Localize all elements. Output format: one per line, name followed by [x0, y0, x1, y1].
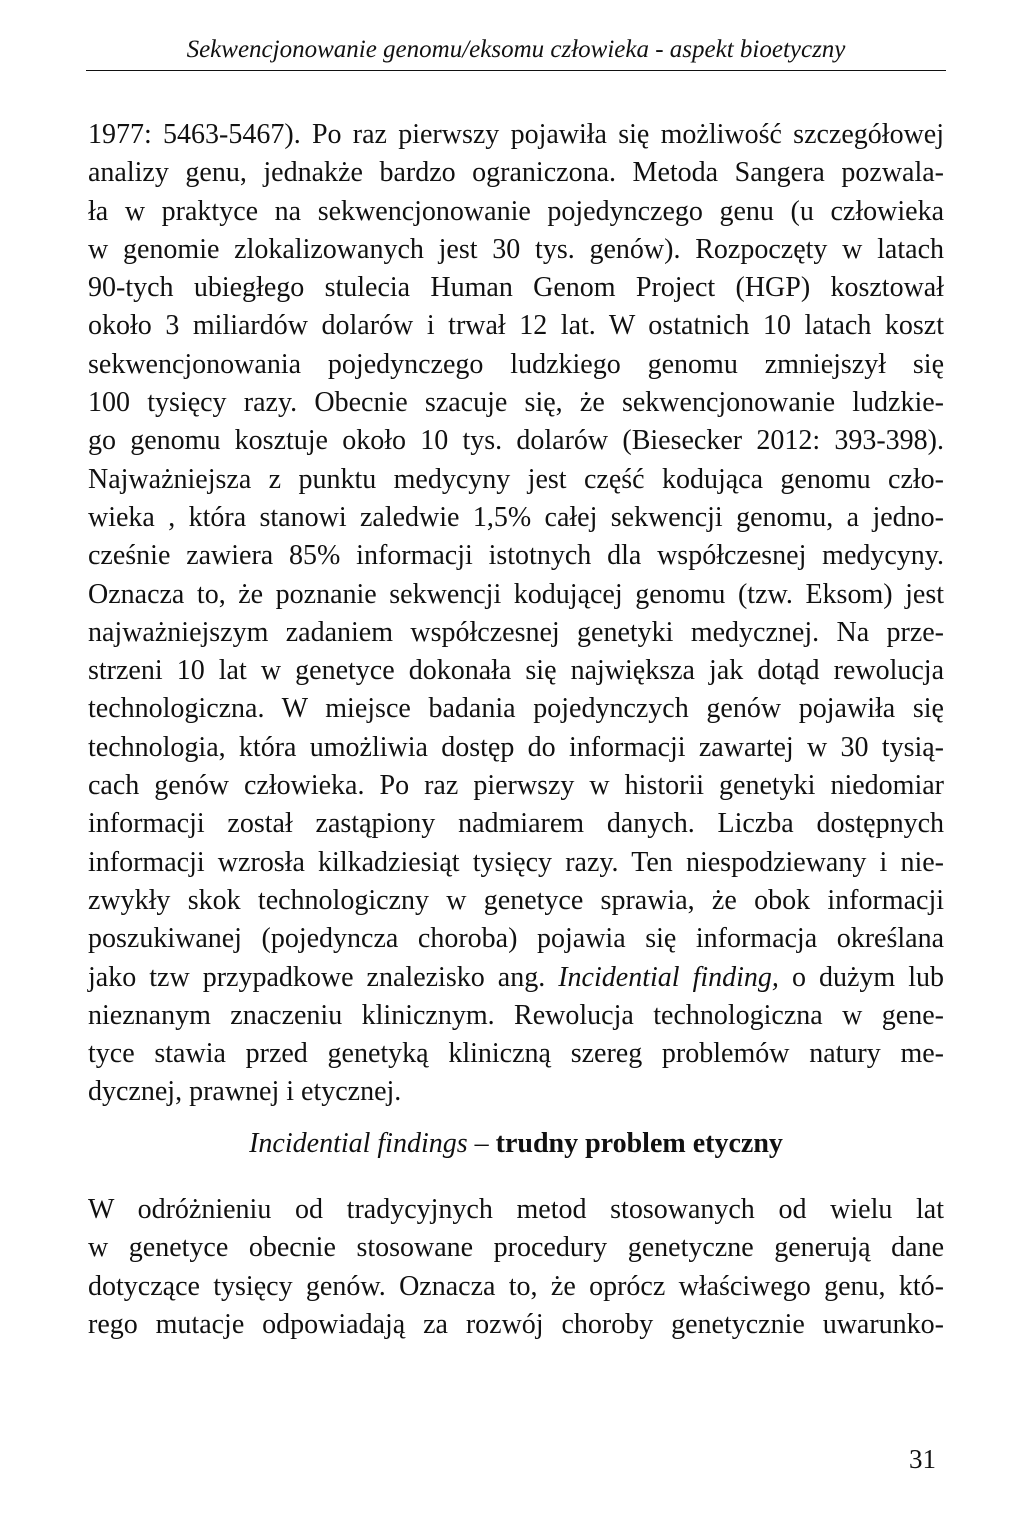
text-line: go genomu kosztuje około 10 tys. dolarów (Biesecker 2012: 393-398).: [88, 425, 944, 457]
text-line: dotyczące tysięcy genów. Oznacza to, że oprócz właściwego genu, któ-: [88, 1270, 944, 1302]
text-line: informacji został zastąpiony nadmiarem danych. Liczba dostępnych: [88, 808, 944, 840]
text-line: Najważniejsza z punktu medycyny jest część kodująca genomu czło-: [88, 463, 944, 495]
text-line: Oznacza to, że poznanie sekwencji kodującej genomu (tzw. Eksom) jest: [88, 578, 944, 610]
paragraph-1: [88, 116, 944, 1112]
page-number: 31: [909, 1444, 936, 1474]
section-heading-italic: Incidential findings: [249, 1128, 468, 1159]
text-line: 90-tych ubiegłego stulecia Human Genom Project (HGP) kosztował: [88, 272, 944, 304]
text-line: 1977: 5463-5467). Po raz pierwszy pojawiła się możliwość szczegółowej: [88, 119, 944, 150]
text-line-with-italic: [88, 959, 944, 997]
text-line: 100 tysięcy razy. Obecnie szacuje się, że sekwencjonowanie ludzkie-: [88, 387, 944, 419]
text-line: sekwencjonowania pojedynczego ludzkiego genomu zmniejszył się: [88, 348, 944, 380]
text-line: w genetyce obecnie stosowane procedury genetyczne generują dane: [88, 1232, 944, 1264]
section-heading: [88, 1124, 944, 1164]
text-line: rego mutacje odpowiadają za rozwój choroby genetycznie uwarunko-: [88, 1308, 944, 1340]
paragraph-2: [88, 1191, 944, 1344]
text-line: tyce stawia przed genetyką kliniczną szereg problemów natury me-: [88, 1038, 944, 1070]
text-line: informacji wzrosła kilkadziesiąt tysięcy razy. Ten niespodziewany i nie-: [88, 846, 944, 878]
text-line: cach genów człowieka. Po raz pierwszy w historii genetyki niedomiar: [88, 770, 944, 802]
running-head: Sekwencjonowanie genomu/eksomu człowieka - aspekt bioetyczny: [186, 36, 846, 63]
text-line: strzeni 10 lat w genetyce dokonała się największa jak dotąd rewolucja: [88, 655, 944, 687]
text-line: najważniejszym zadaniem współczesnej genetyki medycznej. Na prze-: [88, 616, 944, 648]
text-line: wieka , która stanowi zaledwie 1,5% całej sekwencji genomu, a jedno-: [88, 501, 944, 533]
text-line: dycznej, prawnej i etycznej.: [88, 1076, 402, 1108]
text-run: jako tzw przypadkowe znalezisko ang.: [88, 961, 559, 993]
text-line: nieznanym znaczeniu klinicznym. Rewolucja technologiczna w gene-: [88, 999, 944, 1031]
text-line: poszukiwanej (pojedyncza choroba) pojawia się informacja określana: [88, 923, 944, 955]
text-line: około 3 miliardów dolarów i trwał 12 lat. W ostatnich 10 latach koszt: [88, 310, 944, 342]
text-run: o dużym lub: [778, 961, 944, 993]
italic-term: Incidential finding,: [558, 961, 779, 993]
text-line: analizy genu, jednakże bardzo ograniczona. Metoda Sangera pozwala-: [88, 157, 944, 189]
text-line: cześnie zawiera 85% informacji istotnych dla współczesnej medycyny.: [88, 540, 944, 572]
text-line: ła w praktyce na sekwencjonowanie pojedynczego genu (u człowieka: [88, 195, 944, 227]
text-line: technologiczna. W miejsce badania pojedynczych genów pojawiła się: [88, 693, 944, 725]
section-heading-dash: –: [467, 1128, 496, 1159]
text-line: zwykły skok technologiczny w genetyce sprawia, że obok informacji: [88, 884, 944, 916]
text-line: W odróżnieniu od tradycyjnych metod stosowanych od wielu lat: [88, 1194, 944, 1225]
section-heading-bold: trudny problem etyczny: [495, 1128, 783, 1159]
text-line: technologia, która umożliwia dostęp do informacji zawartej w 30 tysią-: [88, 731, 944, 763]
header-rule: [86, 70, 946, 71]
text-line: w genomie zlokalizowanych jest 30 tys. genów). Rozpoczęty w latach: [88, 233, 944, 265]
